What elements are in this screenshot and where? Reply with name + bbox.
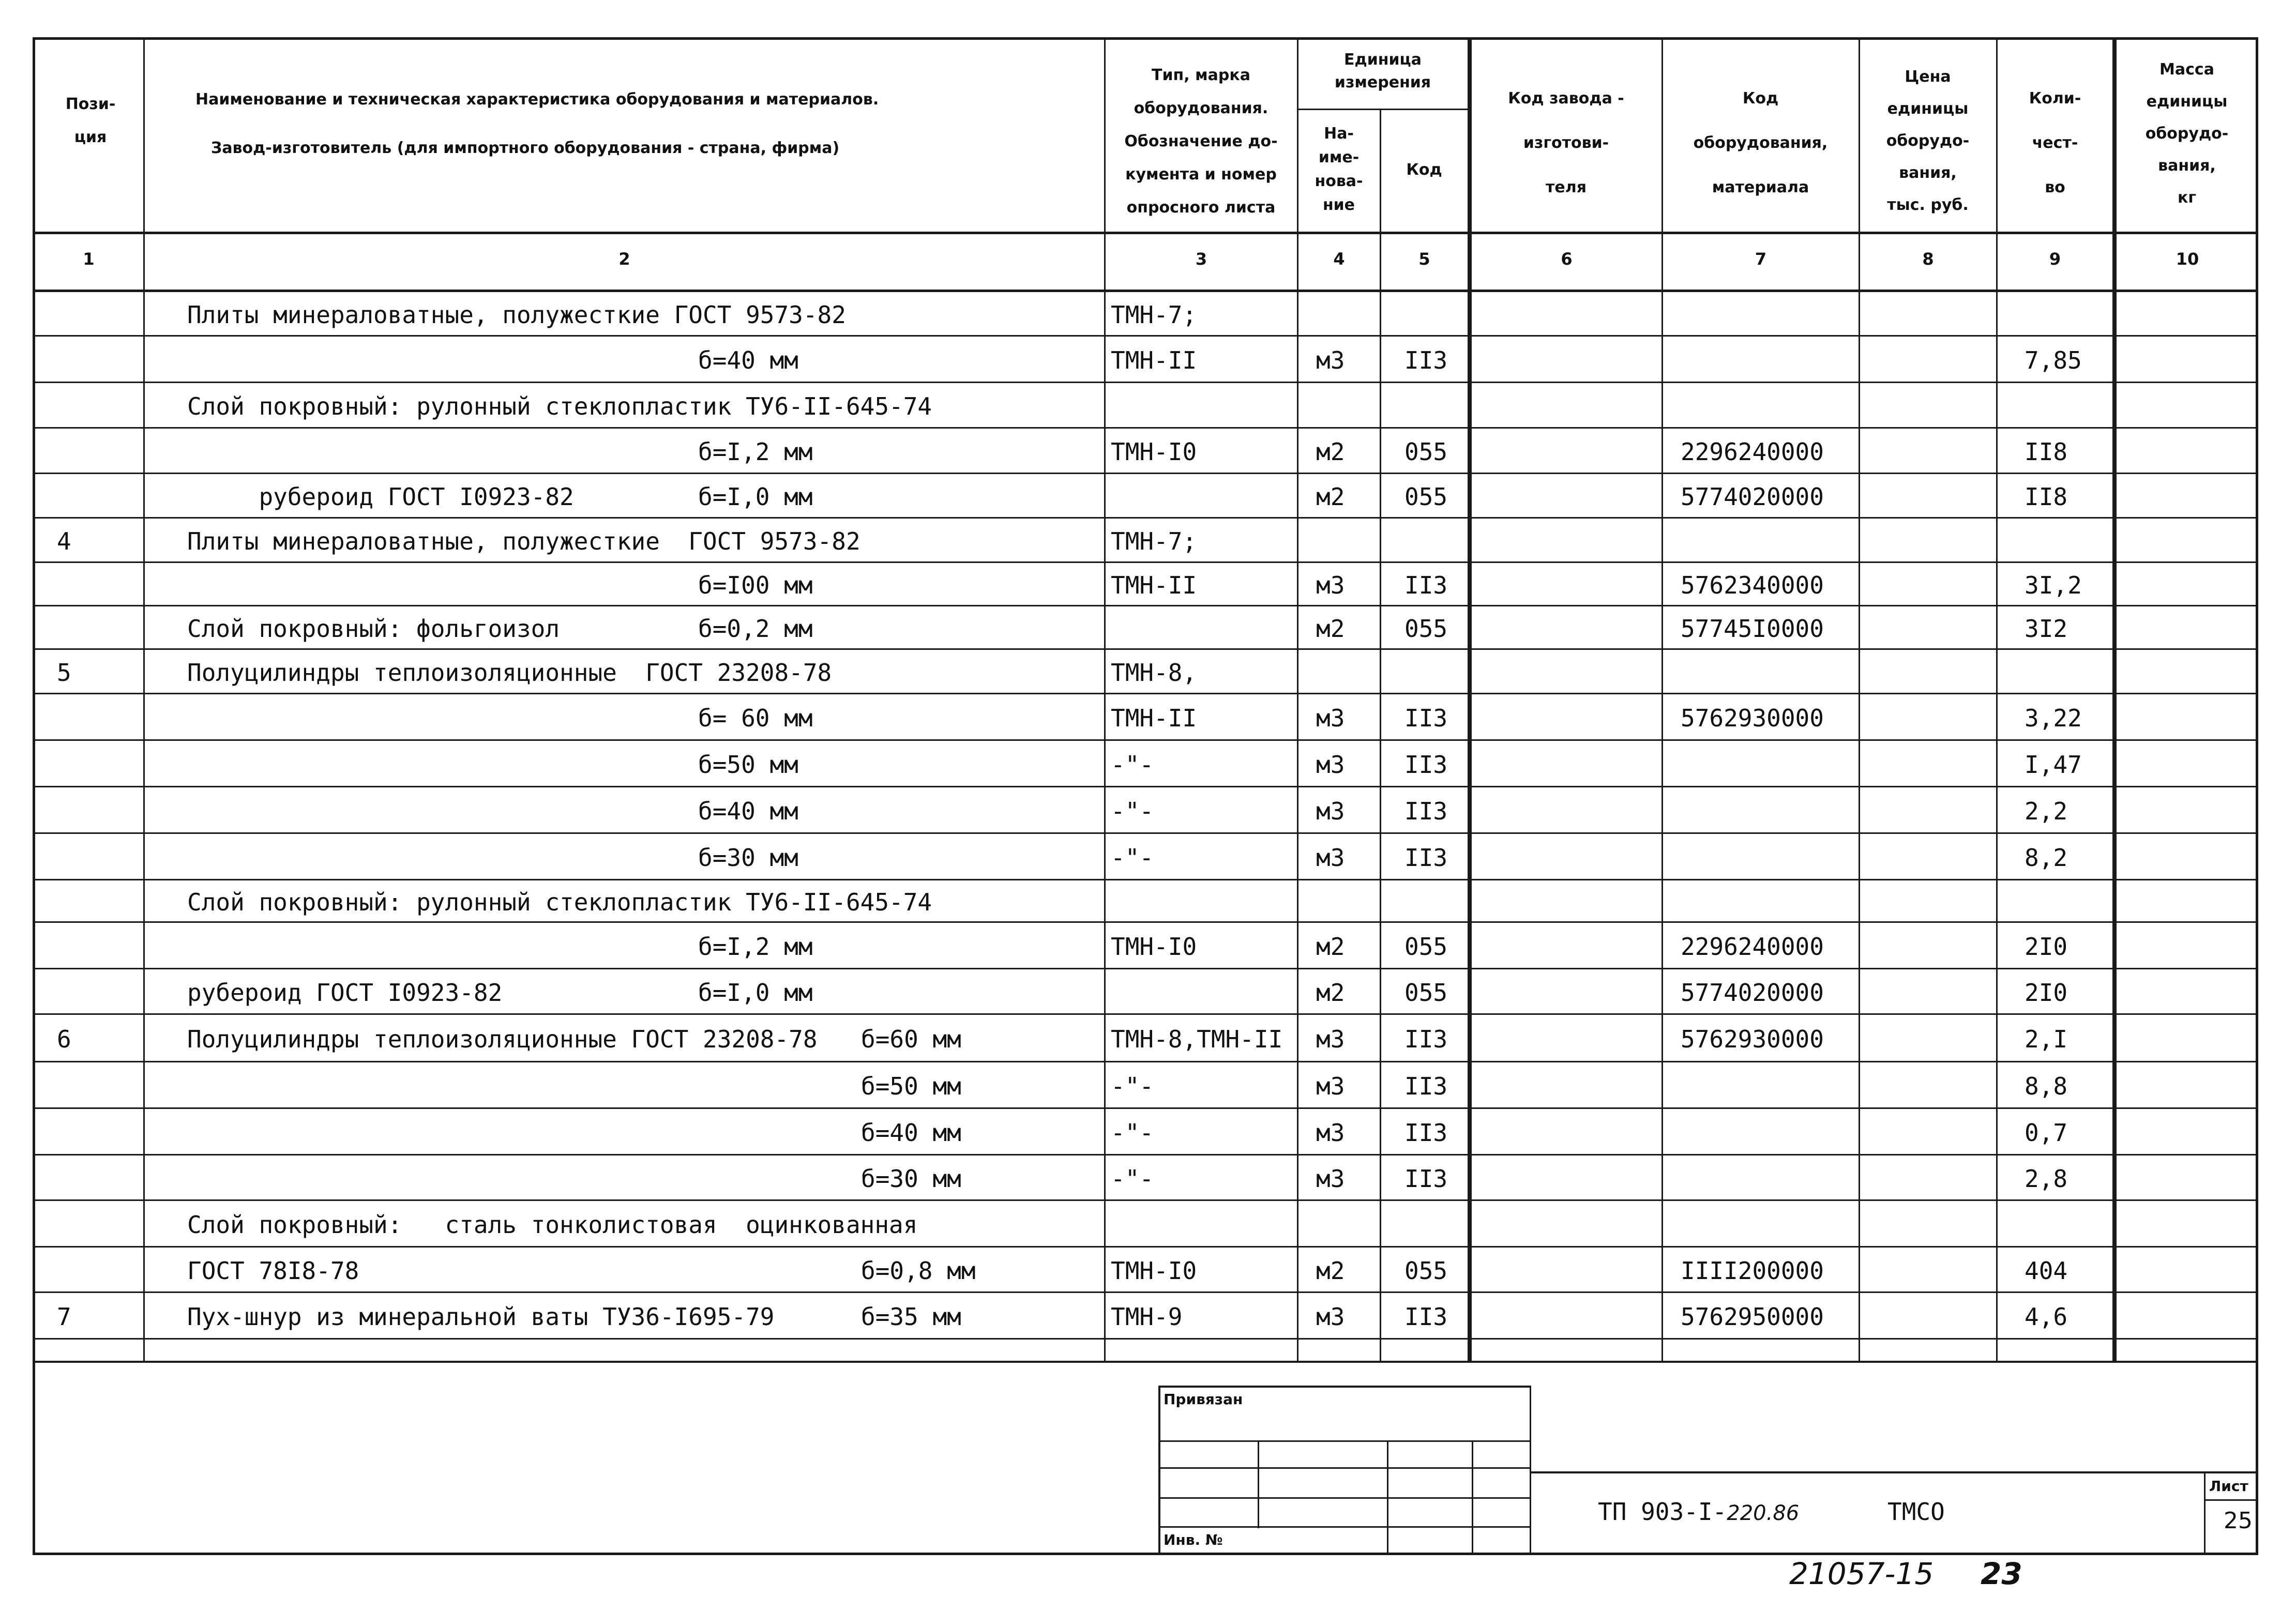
unit-code-cell: II3 — [1404, 346, 1448, 374]
unit-cell: м2 — [1316, 1257, 1345, 1285]
quantity-cell: 4,6 — [2025, 1303, 2068, 1331]
material-code-cell: 5762340000 — [1681, 571, 1824, 599]
stamp-inv-no: Инв. № — [1164, 1531, 1223, 1548]
unit-code-cell: II3 — [1404, 704, 1448, 732]
quantity-cell: 8,2 — [2025, 844, 2068, 872]
colnum-6: 6 — [1561, 249, 1573, 269]
colnum-5: 5 — [1418, 249, 1430, 269]
header-quantity: Коли- чест- во — [2029, 89, 2081, 196]
quantity-cell: 2,2 — [2025, 797, 2068, 825]
type-cell: -"- — [1111, 1119, 1154, 1147]
unit-cell: м3 — [1316, 844, 1345, 872]
header-material-code: Код оборудования, материала — [1693, 89, 1828, 196]
name-cell: Слой покровный: рулонный стеклопластик ТУ6-II-645-74 — [187, 888, 932, 916]
header-unit-name: На- име- нова- ние — [1315, 125, 1363, 214]
stamp-line-c — [1158, 1497, 1531, 1499]
row-separator — [33, 786, 2258, 787]
name-cell: рубероид ГОСТ I0923-82 — [187, 483, 574, 511]
name-cell: ГОСТ 78I8-78 — [187, 1257, 359, 1285]
header-name-line2: Завод-изготовитель (для импортного оборудования - страна, фирма) — [211, 139, 840, 157]
footer-hand-page: 23 — [1981, 1556, 2022, 1591]
unit-code-cell: 055 — [1404, 615, 1448, 643]
thickness-cell: б=50 мм — [698, 751, 798, 779]
stamp-sheet-divider — [2204, 1471, 2206, 1555]
row-separator — [33, 517, 2258, 519]
unit-cell: м2 — [1316, 615, 1345, 643]
quantity-cell: 2I0 — [2025, 979, 2068, 1007]
quantity-cell: 404 — [2025, 1257, 2068, 1285]
quantity-cell: 2,8 — [2025, 1165, 2068, 1193]
quantity-cell: II8 — [2025, 438, 2068, 466]
row-separator — [33, 382, 2258, 383]
colnum-9: 9 — [2049, 249, 2061, 269]
name-cell: Слой покровный: фольгоизол — [187, 615, 560, 643]
material-code-cell: 5762950000 — [1681, 1303, 1824, 1331]
row-separator — [33, 605, 2258, 606]
unit-code-cell: 055 — [1404, 438, 1448, 466]
material-code-cell: 2296240000 — [1681, 933, 1824, 961]
stamp-sheet-label: Лист — [2209, 1478, 2248, 1495]
stamp-line-b — [1158, 1467, 1531, 1469]
col-line-7 — [1859, 37, 1860, 1362]
unit-cell: м3 — [1316, 1072, 1345, 1100]
material-code-cell: 57745I0000 — [1681, 615, 1824, 643]
quantity-cell: 7,85 — [2025, 346, 2082, 374]
name-cell: Плиты минераловатные, полужесткие ГОСТ 9573-82 — [187, 527, 860, 555]
name-cell: рубероид ГОСТ I0923-82 — [187, 979, 503, 1007]
type-cell: ТМН-9 — [1111, 1303, 1183, 1331]
thickness-cell: б=0,2 мм — [698, 615, 813, 643]
thickness-cell: б= 60 мм — [698, 704, 813, 732]
unit-code-cell: 055 — [1404, 979, 1448, 1007]
unit-cell: м3 — [1316, 346, 1345, 374]
position-cell: 6 — [57, 1025, 71, 1053]
name-cell: Полуцилиндры теплоизоляционные ГОСТ 23208-78 — [187, 1025, 818, 1053]
type-cell: ТМН-I0 — [1111, 1257, 1197, 1285]
material-code-cell: IIII200000 — [1681, 1257, 1824, 1285]
stamp-vline-a — [1258, 1440, 1259, 1528]
thickness-cell: б=I,0 мм — [698, 483, 813, 511]
thickness-cell: б=40 мм — [698, 346, 798, 374]
quantity-cell: 8,8 — [2025, 1072, 2068, 1100]
colnum-8: 8 — [1922, 249, 1934, 269]
stamp-sheet-line — [2204, 1499, 2258, 1501]
header-position: Пози- ция — [65, 95, 116, 146]
stamp-doc-suffix: ТМСО — [1887, 1498, 1945, 1526]
stamp-line-d — [1158, 1526, 1531, 1528]
thickness-cell: б=I00 мм — [698, 571, 813, 599]
row-separator — [33, 335, 2258, 337]
name-cell: Пух-шнур из минеральной ваты ТУ36-I695-79 — [187, 1303, 775, 1331]
col-line-6 — [1661, 37, 1663, 1362]
row-separator — [33, 1199, 2258, 1201]
stamp-title-top — [1531, 1471, 2258, 1473]
type-cell: -"- — [1111, 751, 1154, 779]
position-cell: 4 — [57, 527, 71, 555]
header-name-line1: Наименование и техническая характеристика оборудования и материалов. — [195, 90, 879, 109]
unit-code-cell: II3 — [1404, 844, 1448, 872]
unit-cell: м2 — [1316, 979, 1345, 1007]
row-separator — [33, 1246, 2258, 1248]
header-unit-code: Код — [1406, 161, 1442, 179]
unit-cell: м2 — [1316, 483, 1345, 511]
type-cell: -"- — [1111, 844, 1154, 872]
quantity-cell: 2,I — [2025, 1025, 2068, 1053]
thickness-cell: б=30 мм — [698, 844, 798, 872]
footer-hand-number: 21057-15 — [1789, 1556, 1934, 1591]
header-unit-group: Единица измерения — [1334, 51, 1431, 92]
material-code-cell: 5774020000 — [1681, 483, 1824, 511]
unit-code-cell: 055 — [1404, 483, 1448, 511]
row-separator — [33, 832, 2258, 834]
unit-cell: м3 — [1316, 1025, 1345, 1053]
unit-code-cell: II3 — [1404, 1165, 1448, 1193]
row-separator — [33, 1013, 2258, 1015]
row-separator — [33, 1338, 2258, 1340]
colnum-2: 2 — [618, 249, 630, 269]
colnum-4: 4 — [1333, 249, 1345, 269]
thickness-cell: б=0,8 мм — [861, 1257, 976, 1285]
row-separator — [33, 739, 2258, 741]
type-cell: ТМН-I0 — [1111, 933, 1197, 961]
stamp-privyazan-box — [1158, 1386, 1531, 1555]
unit-cell: м3 — [1316, 704, 1345, 732]
thickness-cell: б=50 мм — [861, 1072, 961, 1100]
thickness-cell: б=40 мм — [698, 797, 798, 825]
row-separator — [33, 1107, 2258, 1109]
col-line-3 — [1297, 37, 1298, 1362]
unit-code-cell: II3 — [1404, 1025, 1448, 1053]
col-line-8 — [1996, 37, 1998, 1362]
row-separator — [33, 1291, 2258, 1293]
unit-cell: м3 — [1316, 571, 1345, 599]
col-line-5 — [1468, 37, 1472, 1362]
units-subheader-line — [1297, 109, 1468, 110]
header-type: Тип, марка оборудования. Обозначение до- кумента и номер опросного листа — [1124, 66, 1278, 217]
unit-cell: м2 — [1316, 438, 1345, 466]
stamp-sheet-number: 25 — [2224, 1508, 2253, 1534]
table-bottom-line — [33, 1361, 2258, 1363]
header-mass: Масса единицы оборудо- вания, кг — [2145, 60, 2229, 207]
quantity-cell: 2I0 — [2025, 933, 2068, 961]
row-separator — [33, 1154, 2258, 1155]
col-line-1 — [143, 37, 145, 1362]
thickness-cell: б=I,2 мм — [698, 933, 813, 961]
unit-cell: м3 — [1316, 1303, 1345, 1331]
unit-code-cell: II3 — [1404, 751, 1448, 779]
stamp-line-a — [1158, 1440, 1531, 1442]
type-cell: -"- — [1111, 1165, 1154, 1193]
colnum-1: 1 — [83, 249, 95, 269]
stamp-privyazan: Привязан — [1164, 1391, 1243, 1408]
unit-code-cell: II3 — [1404, 1119, 1448, 1147]
type-cell: ТМН-II — [1111, 704, 1197, 732]
unit-cell: м3 — [1316, 751, 1345, 779]
quantity-cell: II8 — [2025, 483, 2068, 511]
row-separator — [33, 879, 2258, 880]
row-separator — [33, 427, 2258, 429]
thickness-cell: б=40 мм — [861, 1119, 961, 1147]
name-cell: Полуцилиндры теплоизоляционные ГОСТ 23208-78 — [187, 659, 832, 687]
unit-code-cell: 055 — [1404, 933, 1448, 961]
type-cell: -"- — [1111, 1072, 1154, 1100]
header-price: Цена единицы оборудо- вания, тыс. руб. — [1886, 68, 1970, 214]
doc-code-handwritten: 220.86 — [1727, 1501, 1800, 1525]
quantity-cell: 3I,2 — [2025, 571, 2082, 599]
unit-code-cell: II3 — [1404, 1072, 1448, 1100]
thickness-cell: б=I,2 мм — [698, 438, 813, 466]
type-cell: ТМН-8,ТМН-II — [1111, 1025, 1283, 1053]
header-factory-code: Код завода - изготови- теля — [1508, 89, 1624, 196]
name-cell: Плиты минераловатные, полужесткие ГОСТ 9573-82 — [187, 301, 846, 329]
type-cell: -"- — [1111, 797, 1154, 825]
header-bottom-line — [33, 232, 2258, 234]
quantity-cell: I,47 — [2025, 751, 2082, 779]
type-cell: ТМН-II — [1111, 346, 1197, 374]
position-cell: 5 — [57, 659, 71, 687]
unit-code-cell: II3 — [1404, 797, 1448, 825]
type-cell: ТМН-II — [1111, 571, 1197, 599]
name-cell: Слой покровный: сталь тонколистовая оцинкованная — [187, 1211, 918, 1239]
unit-cell: м3 — [1316, 1119, 1345, 1147]
stamp-vline-b — [1387, 1440, 1388, 1555]
colnum-7: 7 — [1755, 249, 1767, 269]
unit-cell: м3 — [1316, 1165, 1345, 1193]
row-separator — [33, 473, 2258, 474]
material-code-cell: 5762930000 — [1681, 1025, 1824, 1053]
row-separator — [33, 648, 2258, 650]
thickness-cell: б=35 мм — [861, 1303, 961, 1331]
material-code-cell: 5774020000 — [1681, 979, 1824, 1007]
type-cell: ТМН-8, — [1111, 659, 1197, 687]
stamp-vline-c — [1472, 1440, 1473, 1555]
thickness-cell: б=60 мм — [861, 1025, 961, 1053]
type-cell: ТМН-7; — [1111, 301, 1197, 329]
quantity-cell: 0,7 — [2025, 1119, 2068, 1147]
doc-code-printed: ТП 903-I- — [1598, 1498, 1727, 1526]
thickness-cell: б=I,0 мм — [698, 979, 813, 1007]
unit-code-cell: 055 — [1404, 1257, 1448, 1285]
row-separator — [33, 968, 2258, 969]
name-cell: Слой покровный: рулонный стеклопластик ТУ6-II-645-74 — [187, 392, 932, 420]
quantity-cell: 3,22 — [2025, 704, 2082, 732]
position-cell: 7 — [57, 1303, 71, 1331]
material-code-cell: 2296240000 — [1681, 438, 1824, 466]
col-line-2 — [1104, 37, 1106, 1362]
col-line-4 — [1380, 109, 1381, 1362]
unit-code-cell: II3 — [1404, 1303, 1448, 1331]
type-cell: ТМН-7; — [1111, 527, 1197, 555]
row-separator — [33, 921, 2258, 923]
stamp-vline-d — [1530, 1386, 1531, 1555]
colnum-3: 3 — [1195, 249, 1207, 269]
unit-cell: м3 — [1316, 797, 1345, 825]
colnum-10: 10 — [2176, 249, 2199, 269]
row-separator — [33, 561, 2258, 563]
type-cell: ТМН-I0 — [1111, 438, 1197, 466]
unit-cell: м2 — [1316, 933, 1345, 961]
unit-code-cell: II3 — [1404, 571, 1448, 599]
col-line-9 — [2112, 37, 2117, 1362]
material-code-cell: 5762930000 — [1681, 704, 1824, 732]
colnum-bottom-line — [33, 290, 2258, 292]
thickness-cell: б=30 мм — [861, 1165, 961, 1193]
row-separator — [33, 1061, 2258, 1062]
quantity-cell: 3I2 — [2025, 615, 2068, 643]
stamp-doc-code — [1598, 1497, 1799, 1528]
row-separator — [33, 693, 2258, 694]
